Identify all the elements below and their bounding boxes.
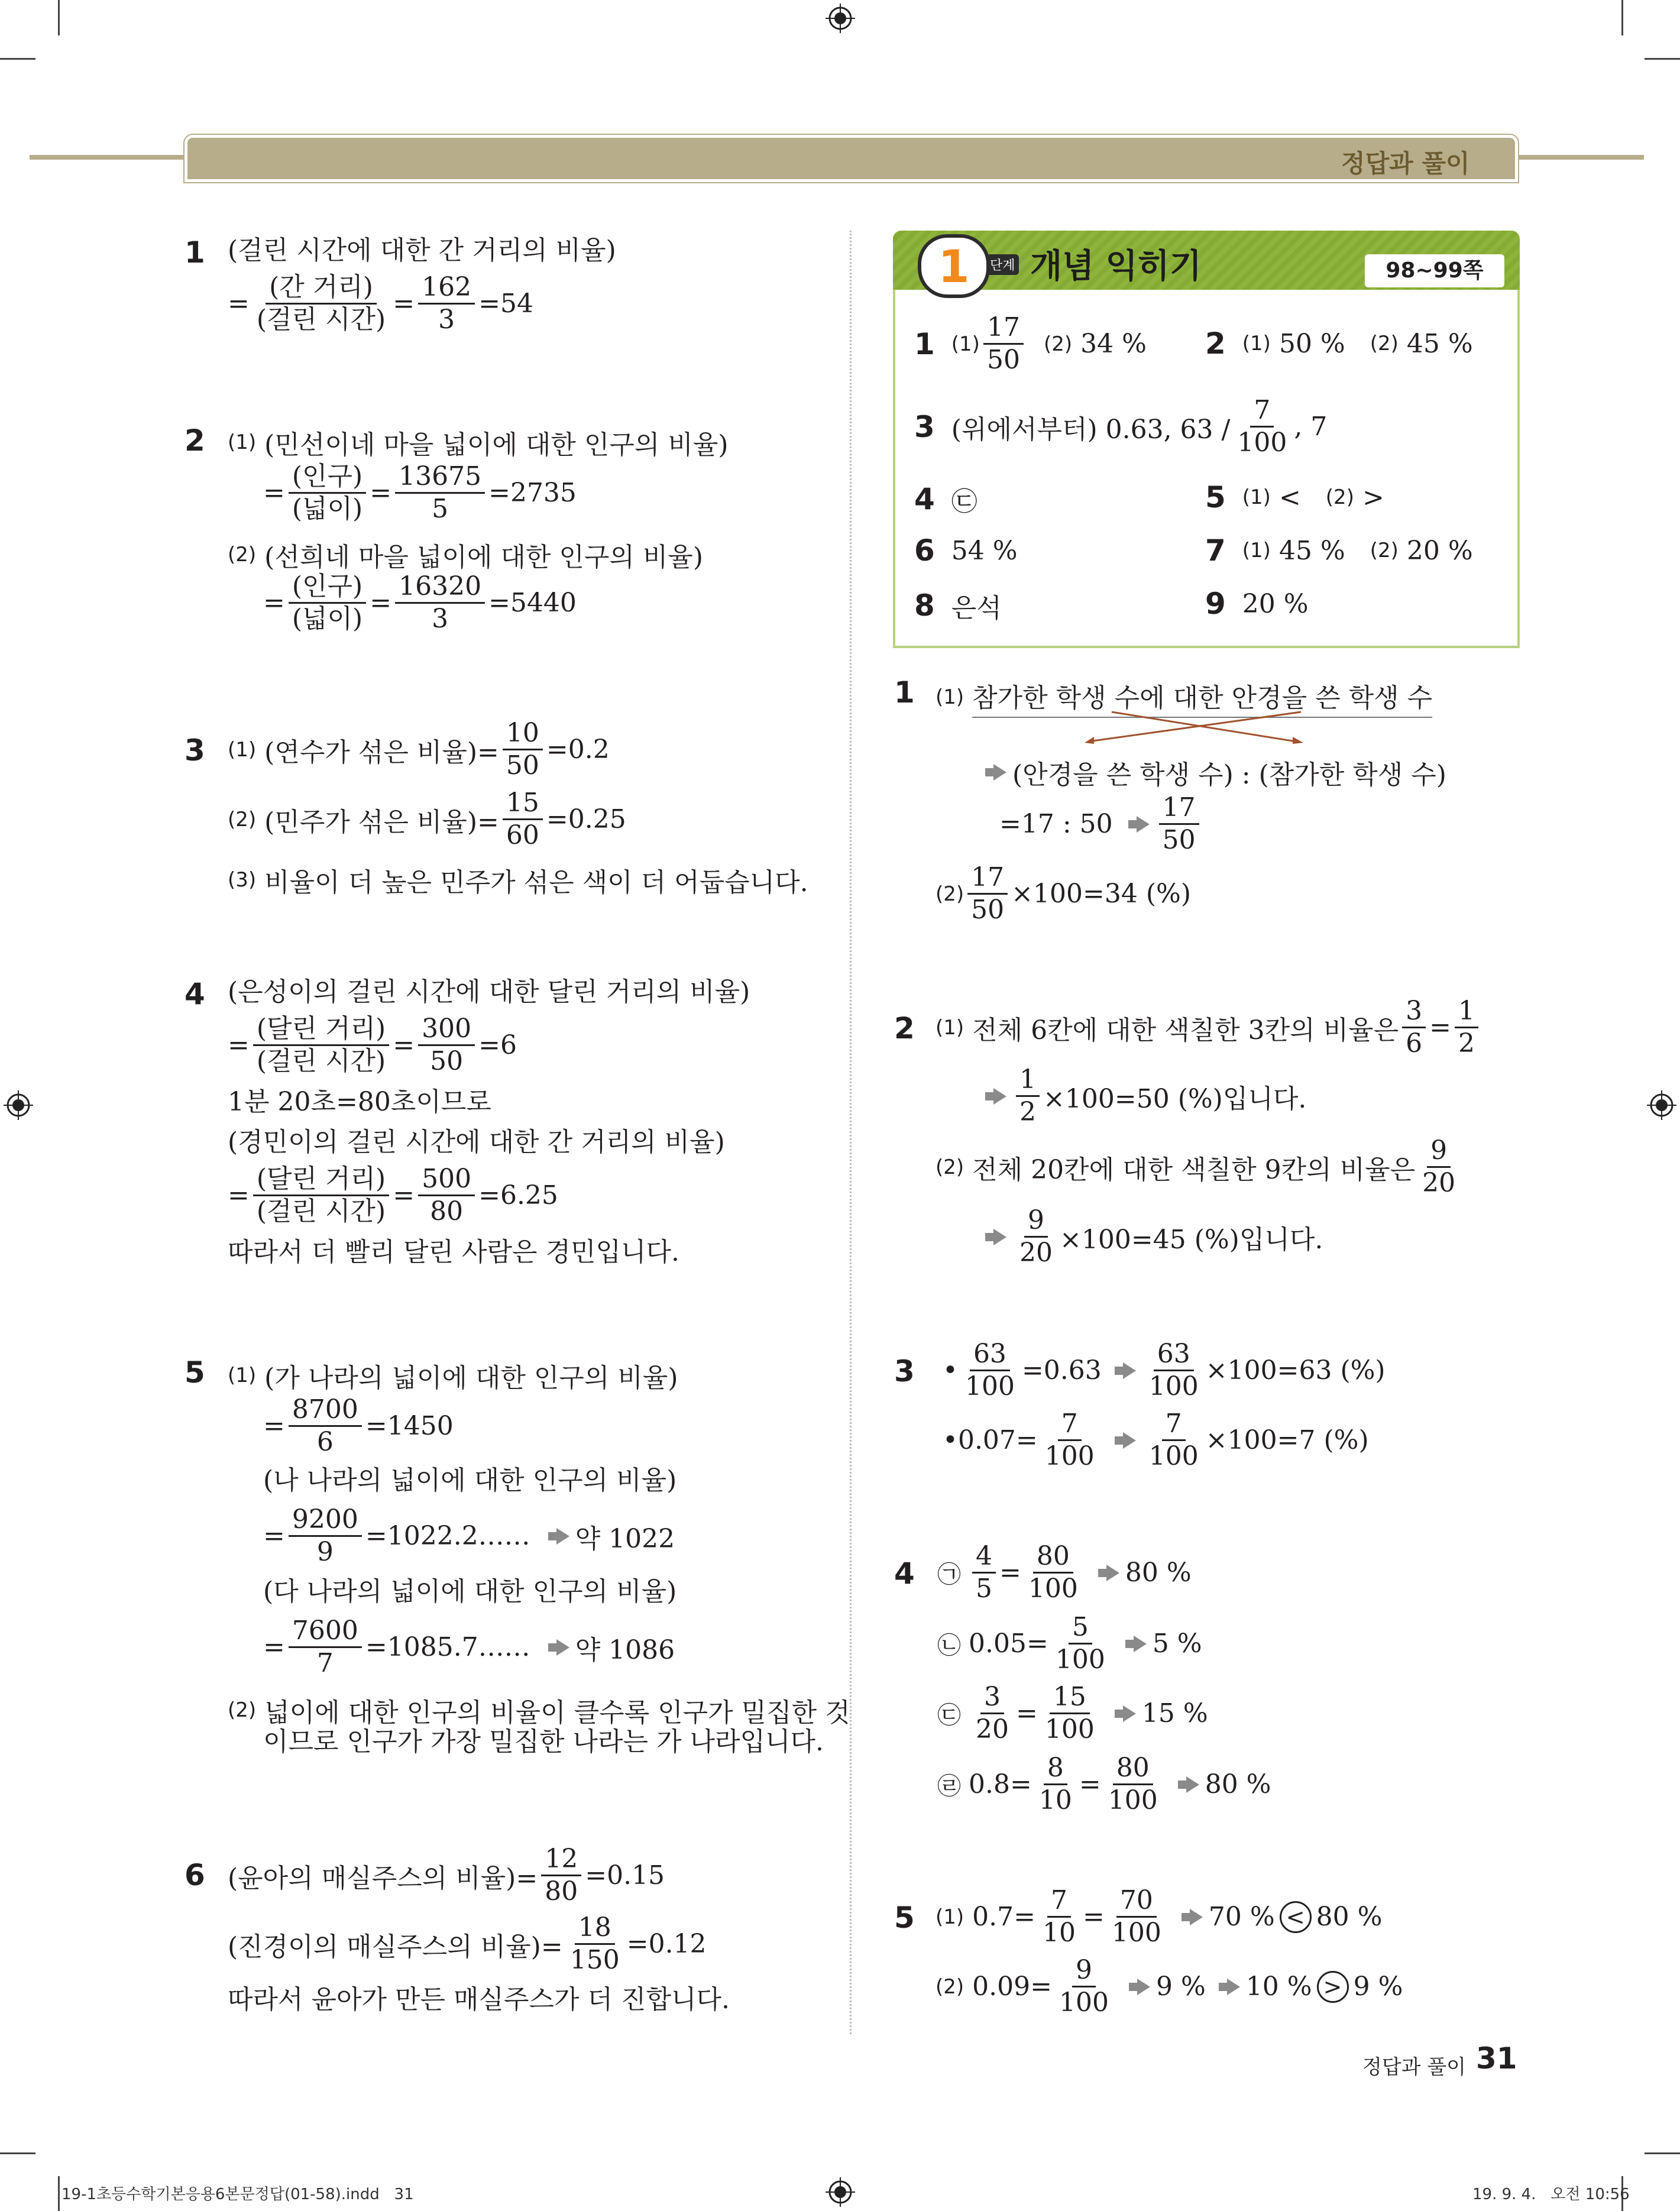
fraction: $\frac{80}{100}$ — [1108, 1753, 1158, 1816]
text-line: (2) (선희네 마을 넓이에 대한 인구의 비율) — [228, 542, 703, 572]
equation: = $\frac{\text{(달린 거리)}}{\text{(걸린 시간)}}$ = $\frac{500}{80}$ =6.25 — [228, 1164, 558, 1227]
crop-mark — [0, 58, 35, 60]
fraction: $\frac{63}{100}$ — [964, 1339, 1015, 1402]
answer-row: 1 (1) $\frac{17}{50}$ (2) 34 % — [914, 312, 1147, 375]
equation: = $\frac{\text{(인구)}}{\text{(넓이)}}$ = $\frac{13675}{5}$ =2735 — [263, 461, 577, 525]
arrow-right-icon — [1123, 1432, 1136, 1449]
problem-number: 5 — [894, 1901, 915, 1935]
korean-mark: ㉢ — [937, 1702, 961, 1730]
crop-mark — [58, 2176, 60, 2211]
problem-number: 5 — [184, 1355, 205, 1390]
fraction: $\frac{80}{100}$ — [1028, 1541, 1078, 1604]
answer-row: 6 54 % — [914, 533, 1018, 568]
page-range: 98~99쪽 — [1365, 254, 1504, 287]
fraction: $\frac{15}{100}$ — [1044, 1682, 1095, 1745]
text-line: (나 나라의 넓이에 대한 인구의 비율) — [263, 1465, 677, 1495]
equation: (2) $\frac{17}{50}$ ×100=34 (%) — [936, 862, 1192, 925]
answer-row: 8 은석 — [914, 588, 1002, 623]
equation: ㉢ $\frac{3}{20}$ = $\frac{15}{100}$ 15 % — [937, 1682, 1208, 1745]
fraction: $\frac{7}{10}$ — [1043, 1885, 1076, 1948]
text-line: 따라서 윤아가 만든 매실주스가 더 진합니다. — [228, 1985, 730, 2015]
fraction: $\frac{\text{(달린 거리)}}{\text{(걸린 시간)}}$ — [253, 1165, 389, 1226]
equation: = $\frac{9200}{9}$ =1022.2…… 약 1022 — [263, 1504, 675, 1568]
problem-number: 3 — [894, 1354, 915, 1388]
equation: =17 : 50 $\frac{17}{50}$ — [999, 794, 1203, 855]
arrow-right-icon — [556, 1528, 569, 1545]
arrow-right-icon — [1190, 1909, 1203, 1925]
print-date: 19. 9. 4. 오전 10:56 — [1472, 2186, 1630, 2203]
fraction: $\frac{17}{50}$ — [983, 313, 1024, 375]
fraction: $\frac{\text{(간 거리)}}{\text{(걸린 시간)}}$ — [256, 272, 386, 335]
text-line: (걸린 시간에 대한 간 거리의 비율) — [228, 235, 616, 266]
fraction: $\frac{16320}{3}$ — [395, 572, 485, 634]
equation: (1) (연수가 섞은 비율)= $\frac{10}{50}$ =0.2 — [228, 718, 610, 781]
fraction: $\frac{9}{20}$ — [1019, 1205, 1053, 1268]
answer-row: 2 (1) 50 % (2) 45 % — [1205, 326, 1473, 361]
fraction: $\frac{500}{80}$ — [418, 1165, 475, 1226]
text-line: 이므로 인구가 가장 밀집한 나라는 가 나라입니다. — [263, 1727, 824, 1757]
registration-mark — [826, 4, 855, 33]
answer-row: 4 ㉢ — [914, 482, 977, 517]
fraction: $\frac{5}{100}$ — [1055, 1612, 1105, 1675]
fraction: $\frac{9}{20}$ — [1422, 1135, 1456, 1199]
fraction: $\frac{\text{(달린 거리)}}{\text{(걸린 시간)}}$ — [253, 1015, 389, 1076]
registration-mark — [826, 2177, 855, 2207]
fraction: $\frac{8}{10}$ — [1038, 1753, 1072, 1816]
problem-number: 4 — [184, 977, 205, 1011]
header-section-label: 정답과 풀이 — [1341, 149, 1470, 178]
text-line: (2) 넓이에 대한 인구의 비율이 클수록 인구가 밀집한 것 — [228, 1698, 850, 1728]
footer-label: 정답과 풀이 — [1362, 2055, 1467, 2079]
equation: ㉠ $\frac{4}{5}$ = $\frac{80}{100}$ 80 % — [937, 1541, 1192, 1604]
fraction: $\frac{9200}{9}$ — [289, 1506, 362, 1567]
fraction: $\frac{4}{5}$ — [972, 1542, 996, 1604]
fraction: $\frac{15}{60}$ — [503, 789, 543, 850]
problem-number: 4 — [894, 1556, 915, 1591]
text-line: (경민이의 걸린 시간에 대한 간 거리의 비율) — [228, 1127, 725, 1157]
arrow-right-icon — [1186, 1776, 1199, 1793]
equation: $\frac{9}{20}$ ×100=45 (%)입니다. — [976, 1206, 1323, 1268]
arrow-right-icon — [1137, 816, 1150, 833]
crop-mark — [0, 2152, 35, 2154]
answer-row: 3 (위에서부터) 0.63, 63 / $\frac{7}{100}$ , 7 — [914, 395, 1328, 458]
fraction: $\frac{63}{100}$ — [1148, 1339, 1199, 1402]
fraction: $\frac{7}{100}$ — [1237, 395, 1287, 458]
answer-row: 7 (1) 45 % (2) 20 % — [1205, 533, 1473, 568]
comparison-sign: > — [1317, 1971, 1349, 2003]
comparison-sign: < — [1280, 1901, 1312, 1933]
fraction: $\frac{1}{2}$ — [1455, 997, 1478, 1058]
fraction: $\frac{7}{100}$ — [1044, 1409, 1095, 1472]
arrow-right-icon — [1227, 1979, 1240, 1995]
box-title: 개념 익히기 — [1030, 247, 1202, 286]
arrow-right-icon — [1123, 1705, 1136, 1722]
fraction: $\frac{300}{50}$ — [418, 1015, 475, 1076]
fraction: $\frac{8700}{6}$ — [289, 1396, 362, 1457]
korean-mark: ㉠ — [937, 1561, 961, 1589]
equation: = $\frac{\text{(간 거리)}}{\text{(걸린 시간)}}$ = $\frac{162}{3}$ =54 — [228, 272, 533, 335]
answer-row: 9 20 % — [1205, 587, 1309, 621]
crop-mark — [1645, 58, 1680, 60]
arrow-right-icon — [993, 764, 1006, 781]
header-bar — [184, 135, 1518, 182]
arrow-right-icon — [1123, 1362, 1136, 1379]
problem-number: 6 — [184, 1858, 205, 1892]
equation: ㉡ 0.05= $\frac{5}{100}$ 5 % — [937, 1612, 1202, 1675]
registration-mark — [1647, 1090, 1676, 1120]
equation: ㉣ 0.8= $\frac{8}{10}$ = $\frac{80}{100}$ 80 % — [937, 1753, 1271, 1816]
text-line: (은성이의 걸린 시간에 대한 달린 거리의 비율) — [228, 977, 750, 1007]
fraction: $\frac{12}{80}$ — [541, 1845, 581, 1906]
problem-number: 2 — [184, 423, 205, 458]
fraction: $\frac{17}{50}$ — [1159, 794, 1199, 855]
fraction: $\frac{162}{3}$ — [418, 273, 475, 335]
crop-mark — [1645, 2152, 1680, 2154]
fraction: $\frac{13675}{5}$ — [395, 462, 485, 524]
equation: (2) 0.09= $\frac{9}{100}$ 9 % 10 % > 9 % — [936, 1955, 1403, 2018]
equation: = $\frac{7600}{7}$ =1085.7…… 약 1086 — [263, 1616, 675, 1679]
arrow-right-icon — [1106, 1565, 1119, 1581]
equation: • $\frac{63}{100}$ =0.63 $\frac{63}{100}$ ×100=63 (%) — [943, 1339, 1386, 1402]
fraction: $\frac{18}{150}$ — [569, 1912, 620, 1976]
arrow-right-icon — [1137, 1979, 1150, 1995]
column-divider — [850, 231, 852, 2034]
file-info: 19-1초등수학기본응용6본문정답(01-58).indd 31 — [61, 2186, 414, 2203]
problem-number: 2 — [894, 1011, 915, 1045]
fraction: $\frac{70}{100}$ — [1111, 1885, 1161, 1948]
registration-mark — [4, 1090, 33, 1120]
fraction: $\frac{17}{50}$ — [967, 863, 1008, 925]
fraction: $\frac{10}{50}$ — [503, 719, 543, 781]
equation: (2) 전체 20칸에 대한 색칠한 9칸의 비율은 $\frac{9}{20}$ — [936, 1137, 1462, 1198]
korean-mark: ㉣ — [937, 1773, 961, 1801]
equation: (2) (민주가 섞은 비율)= $\frac{15}{60}$ =0.25 — [228, 788, 626, 851]
arrow-right-icon — [993, 1229, 1006, 1245]
equation: • 0.07= $\frac{7}{100}$ $\frac{7}{100}$ ×100=7 (%) — [943, 1409, 1369, 1472]
equation: (1) 0.7= $\frac{7}{10}$ = $\frac{70}{100}$ 70 % < 80 % — [936, 1885, 1383, 1948]
page-number: 31 — [1476, 2041, 1517, 2076]
problem-number: 1 — [894, 675, 915, 710]
arrow-right-icon — [556, 1639, 569, 1656]
step-word: 단계 — [986, 254, 1019, 275]
cross-arrows — [1076, 708, 1313, 746]
fraction: $\frac{\text{(인구)}}{\text{(넓이)}}$ — [289, 572, 366, 634]
fraction: $\frac{3}{6}$ — [1402, 997, 1426, 1058]
text-line: (3) 비율이 더 높은 민주가 섞은 색이 더 어둡습니다. — [228, 867, 808, 898]
step-badge: 1 — [918, 234, 990, 298]
equation: (윤아의 매실주스의 비율)= $\frac{12}{80}$ =0.15 — [228, 1844, 665, 1907]
fraction: $\frac{7}{100}$ — [1148, 1409, 1199, 1472]
fraction: $\frac{9}{100}$ — [1059, 1955, 1109, 2018]
equation: $\frac{1}{2}$ ×100=50 (%)입니다. — [976, 1066, 1306, 1127]
korean-mark: ㉡ — [937, 1632, 961, 1660]
equation: = $\frac{8700}{6}$ =1450 — [263, 1394, 454, 1458]
equation: = $\frac{\text{(인구)}}{\text{(넓이)}}$ = $\frac{16320}{3}$ =5440 — [263, 571, 577, 635]
problem-number: 3 — [184, 733, 205, 768]
equation: = $\frac{\text{(달린 거리)}}{\text{(걸린 시간)}}$ = $\frac{300}{50}$ =6 — [228, 1014, 517, 1077]
text-line: (1) (가 나라의 넓이에 대한 인구의 비율) — [228, 1363, 678, 1393]
fraction: $\frac{7600}{7}$ — [289, 1617, 362, 1678]
fraction: $\frac{\text{(인구)}}{\text{(넓이)}}$ — [289, 462, 366, 524]
equation: (1) 전체 6칸에 대한 색칠한 3칸의 비율은 $\frac{3}{6}$ = $\frac{1}{2}$ — [936, 997, 1482, 1058]
crop-mark — [58, 0, 60, 35]
text-line: (1) (민선이네 마을 넓이에 대한 인구의 비율) — [228, 430, 729, 460]
equation: (안경을 쓴 학생 수) : (참가한 학생 수) — [976, 753, 1446, 791]
text-line: (다 나라의 넓이에 대한 인구의 비율) — [263, 1576, 677, 1607]
arrow-right-icon — [1134, 1636, 1147, 1652]
answer-row: 5 (1) < (2) > — [1205, 480, 1384, 514]
fraction: $\frac{3}{20}$ — [976, 1682, 1009, 1745]
arrow-right-icon — [993, 1088, 1006, 1105]
text-line: 따라서 더 빨리 달린 사람은 경민입니다. — [228, 1237, 679, 1267]
fraction: $\frac{1}{2}$ — [1016, 1066, 1040, 1127]
text-line: (1) 참가한 학생 수에 대한 안경을 쓴 학생 수 — [936, 676, 1432, 718]
text-line: 1분 20초=80초이므로 — [228, 1087, 491, 1117]
equation: (진경이의 매실주스의 비율)= $\frac{18}{150}$ =0.12 — [228, 1912, 707, 1976]
problem-number: 1 — [184, 235, 205, 270]
crop-mark — [1621, 0, 1623, 35]
